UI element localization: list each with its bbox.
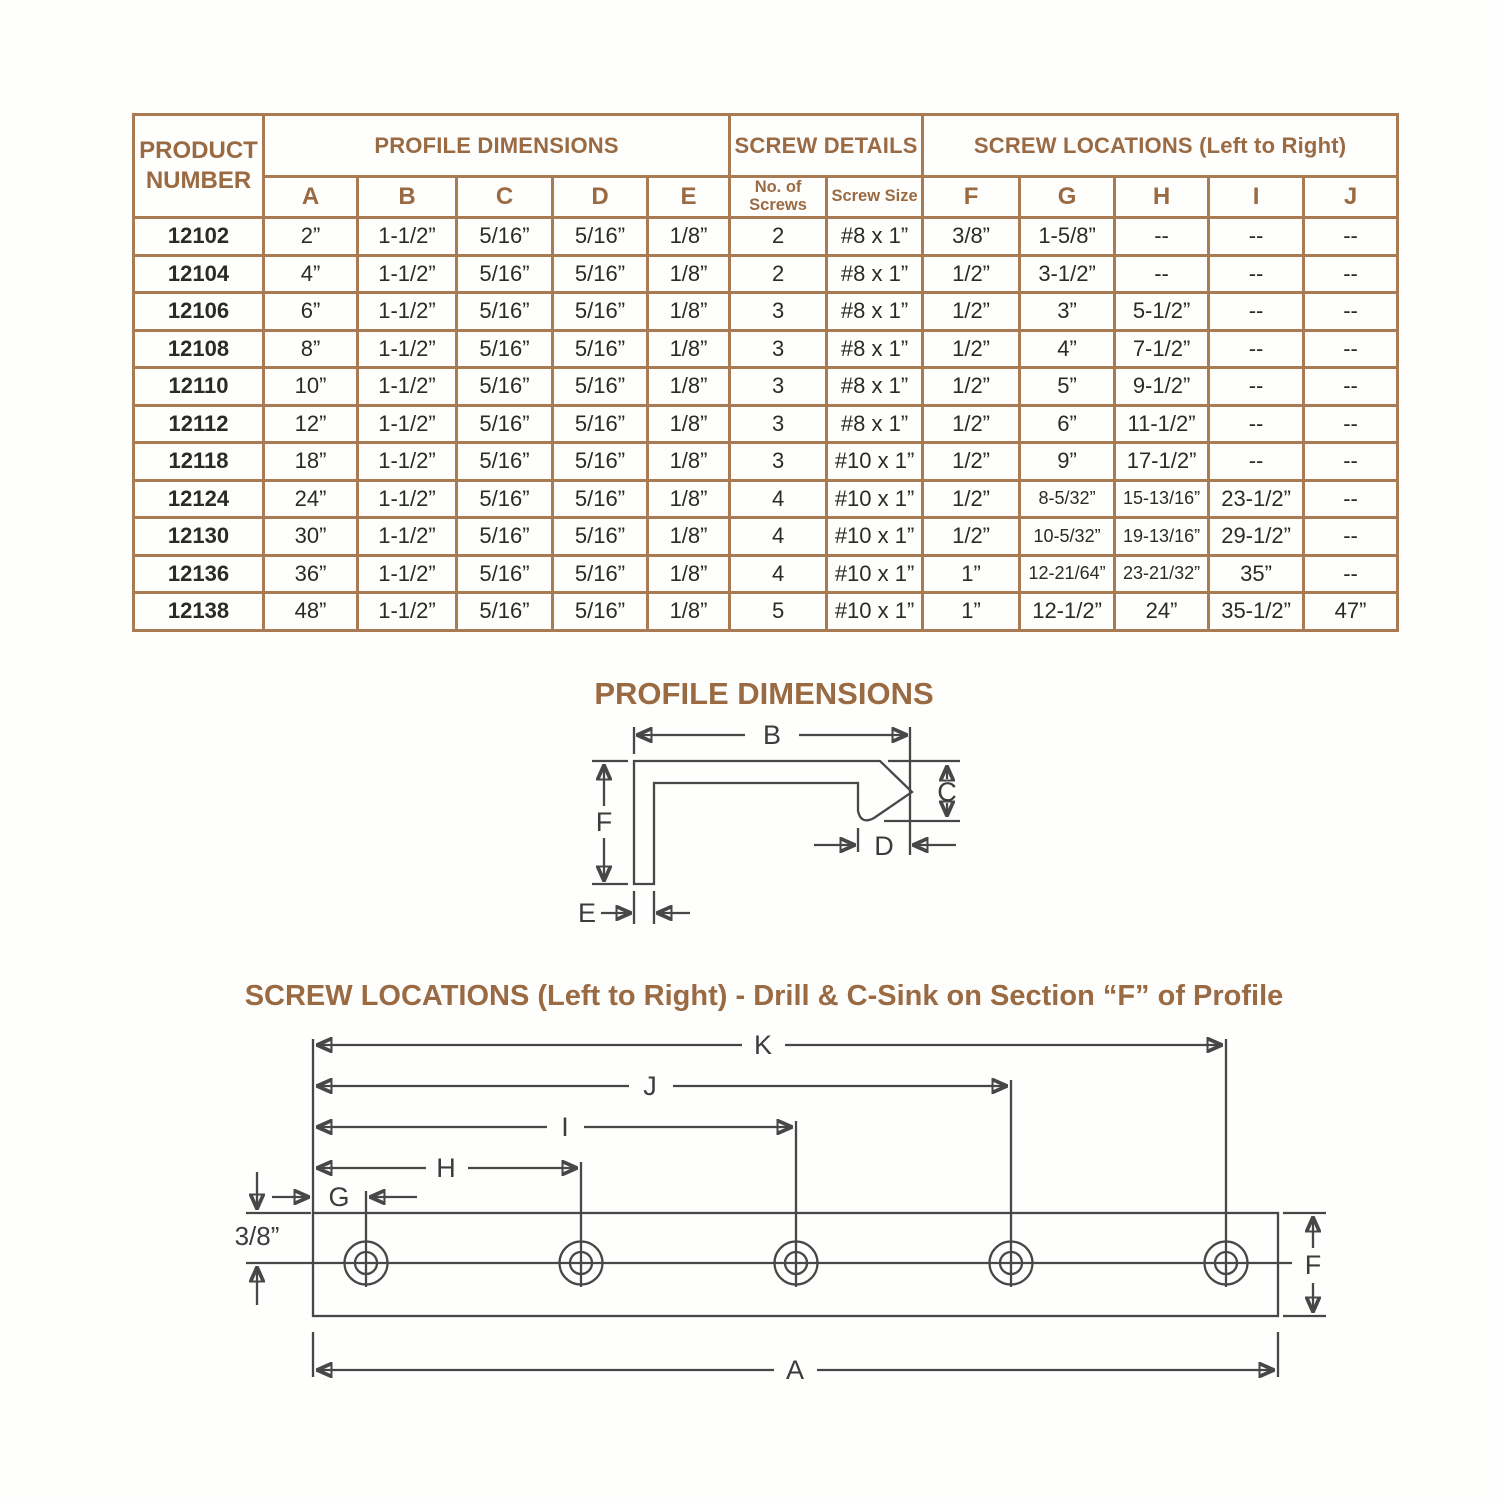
table-row	[134, 293, 1398, 331]
table-cell: 1-1/2”	[358, 480, 457, 518]
table-cell: 6”	[264, 293, 358, 331]
table-cell: 1/2”	[923, 255, 1020, 293]
dimension-h	[317, 1153, 577, 1183]
table-cell: 4”	[264, 255, 358, 293]
table-cell: 1/8”	[648, 555, 730, 593]
table-cell: 6”	[1020, 405, 1115, 443]
table-cell: 10-5/32”	[1020, 518, 1115, 556]
label-i: I	[561, 1112, 569, 1142]
table-cell: 1-1/2”	[358, 368, 457, 406]
label-j: J	[643, 1071, 657, 1101]
table-cell: 24”	[1115, 593, 1209, 631]
table-cell: 5/16”	[457, 368, 553, 406]
table-cell: #10 x 1”	[827, 555, 923, 593]
col-header-screw-size: Screw Size	[827, 177, 923, 218]
table-cell: --	[1304, 443, 1398, 481]
product-number-cell: 12118	[134, 443, 264, 481]
table-cell: 5/16”	[457, 518, 553, 556]
table-cell: 1/8”	[648, 368, 730, 406]
screw-locations-title: SCREW LOCATIONS (Left to Right) - Drill & C-Sink on Section “F” of Profile	[244, 980, 1284, 1012]
table-cell: 1”	[923, 593, 1020, 631]
table-cell: #8 x 1”	[827, 293, 923, 331]
table-cell: 5/16”	[457, 330, 553, 368]
table-cell: --	[1304, 293, 1398, 331]
table-cell: #10 x 1”	[827, 593, 923, 631]
table-cell: --	[1304, 330, 1398, 368]
col-header-d: D	[553, 177, 648, 218]
label-a: A	[785, 1355, 805, 1385]
dimension-g	[272, 1182, 417, 1212]
table-cell: 3	[730, 443, 827, 481]
product-number-cell: 12138	[134, 593, 264, 631]
table-cell: 1-1/2”	[358, 443, 457, 481]
table-cell: 3-1/2”	[1020, 255, 1115, 293]
table-cell: 1/2”	[923, 443, 1020, 481]
col-header-i: I	[1209, 177, 1304, 218]
label-g: G	[328, 1182, 350, 1212]
table-cell: --	[1209, 368, 1304, 406]
table-cell: 5/16”	[553, 405, 648, 443]
table-cell: 1-1/2”	[358, 405, 457, 443]
table-cell: 5/16”	[553, 293, 648, 331]
table-cell: 5-1/2”	[1115, 293, 1209, 331]
group-header-screw-locations: SCREW LOCATIONS (Left to Right)	[923, 115, 1398, 177]
table-cell: 1/8”	[648, 593, 730, 631]
table-cell: 5/16”	[553, 218, 648, 256]
table-cell: --	[1115, 255, 1209, 293]
table-cell: 5/16”	[457, 555, 553, 593]
table-cell: 5/16”	[457, 593, 553, 631]
table-cell: 9”	[1020, 443, 1115, 481]
table-cell: 5/16”	[553, 443, 648, 481]
table-cell: --	[1209, 405, 1304, 443]
table-cell: 2	[730, 218, 827, 256]
table-row	[134, 518, 1398, 556]
dimension-offset	[235, 1172, 311, 1305]
product-number-cell: 12136	[134, 555, 264, 593]
table-row	[134, 405, 1398, 443]
product-number-cell: 12106	[134, 293, 264, 331]
table-cell: 29-1/2”	[1209, 518, 1304, 556]
table-cell: 11-1/2”	[1115, 405, 1209, 443]
product-number-cell: 12110	[134, 368, 264, 406]
table-cell: --	[1209, 255, 1304, 293]
dimension-a	[313, 1332, 1278, 1385]
dimension-b	[634, 720, 910, 855]
table-cell: 1/2”	[923, 405, 1020, 443]
table-cell: --	[1304, 255, 1398, 293]
table-cell: 5/16”	[553, 518, 648, 556]
table-cell: 1/2”	[923, 368, 1020, 406]
col-header-c: C	[457, 177, 553, 218]
table-cell: --	[1304, 368, 1398, 406]
label-c: C	[937, 777, 957, 807]
col-header-a: A	[264, 177, 358, 218]
table-cell: 1/8”	[648, 480, 730, 518]
table-cell: 5	[730, 593, 827, 631]
table-cell: 4	[730, 555, 827, 593]
table-cell: 5/16”	[553, 480, 648, 518]
table-row	[134, 443, 1398, 481]
table-cell: --	[1304, 218, 1398, 256]
table-cell: 1-1/2”	[358, 218, 457, 256]
table-row	[134, 593, 1398, 631]
table-cell: #8 x 1”	[827, 330, 923, 368]
table-cell: 1-5/8”	[1020, 218, 1115, 256]
dimension-c	[884, 761, 960, 821]
table-cell: 12-1/2”	[1020, 593, 1115, 631]
col-header-g: G	[1020, 177, 1115, 218]
table-cell: --	[1304, 480, 1398, 518]
col-header-e: E	[648, 177, 730, 218]
table-row	[134, 218, 1398, 256]
table-cell: 5/16”	[457, 218, 553, 256]
table-cell: 35”	[1209, 555, 1304, 593]
table-cell: 3	[730, 368, 827, 406]
dimension-f-bar	[1283, 1213, 1326, 1316]
dimension-e	[578, 891, 690, 928]
table-cell: 1”	[923, 555, 1020, 593]
table-cell: 3/8”	[923, 218, 1020, 256]
table-cell: 3”	[1020, 293, 1115, 331]
spec-table	[132, 113, 1399, 632]
table-cell: 48”	[264, 593, 358, 631]
table-cell: 4”	[1020, 330, 1115, 368]
table-cell: 1/8”	[648, 293, 730, 331]
table-cell: 5/16”	[553, 255, 648, 293]
table-cell: 18”	[264, 443, 358, 481]
label-k: K	[753, 1030, 773, 1060]
label-b: B	[762, 720, 782, 750]
table-cell: 5/16”	[457, 480, 553, 518]
screw-locations-diagram	[185, 1020, 1360, 1395]
table-cell: 2”	[264, 218, 358, 256]
table-cell: 1-1/2”	[358, 593, 457, 631]
table-cell: 1/2”	[923, 518, 1020, 556]
table-cell: 4	[730, 480, 827, 518]
table-cell: 3	[730, 405, 827, 443]
table-cell: #8 x 1”	[827, 405, 923, 443]
table-cell: 8-5/32”	[1020, 480, 1115, 518]
product-number-cell: 12112	[134, 405, 264, 443]
col-header-h: H	[1115, 177, 1209, 218]
label-d: D	[874, 831, 894, 861]
table-cell: 15-13/16”	[1115, 480, 1209, 518]
table-cell: #8 x 1”	[827, 368, 923, 406]
table-cell: 9-1/2”	[1115, 368, 1209, 406]
table-cell: 5/16”	[457, 293, 553, 331]
table-cell: --	[1115, 218, 1209, 256]
table-cell: 17-1/2”	[1115, 443, 1209, 481]
table-row	[134, 330, 1398, 368]
product-number-header	[134, 115, 264, 218]
table-row	[134, 480, 1398, 518]
group-header-screw-details: SCREW DETAILS	[730, 115, 923, 177]
table-group-header-row	[134, 115, 1398, 177]
product-header-line1: PRODUCT	[139, 137, 258, 164]
table-cell: --	[1304, 518, 1398, 556]
table-row	[134, 555, 1398, 593]
table-cell: --	[1304, 405, 1398, 443]
col-header-b: B	[358, 177, 457, 218]
table-cell: #8 x 1”	[827, 218, 923, 256]
table-cell: 1/2”	[923, 330, 1020, 368]
table-cell: 3	[730, 330, 827, 368]
profile-outline	[634, 761, 912, 884]
table-column-header-row	[134, 177, 1398, 218]
label-h: H	[436, 1153, 456, 1183]
table-cell: 5/16”	[457, 255, 553, 293]
table-cell: #8 x 1”	[827, 255, 923, 293]
table-cell: 2	[730, 255, 827, 293]
table-cell: 4	[730, 518, 827, 556]
table-cell: 10”	[264, 368, 358, 406]
table-cell: #10 x 1”	[827, 480, 923, 518]
product-number-cell: 12104	[134, 255, 264, 293]
table-cell: 1/8”	[648, 405, 730, 443]
profile-dimensions-title: PROFILE DIMENSIONS	[594, 676, 934, 711]
table-cell: 1-1/2”	[358, 255, 457, 293]
col-header-j: J	[1304, 177, 1398, 218]
table-cell: 12”	[264, 405, 358, 443]
table-cell: 5/16”	[457, 405, 553, 443]
table-cell: #10 x 1”	[827, 443, 923, 481]
table-cell: 1/8”	[648, 218, 730, 256]
table-cell: --	[1209, 218, 1304, 256]
table-cell: 47”	[1304, 593, 1398, 631]
table-cell: 1-1/2”	[358, 293, 457, 331]
table-cell: --	[1304, 555, 1398, 593]
table-cell: 5/16”	[553, 330, 648, 368]
table-row	[134, 255, 1398, 293]
table-cell: --	[1209, 293, 1304, 331]
table-cell: 24”	[264, 480, 358, 518]
label-e: E	[577, 898, 596, 928]
product-number-cell: 12130	[134, 518, 264, 556]
table-cell: 5/16”	[553, 368, 648, 406]
product-number-cell: 12124	[134, 480, 264, 518]
col-header-no-of-screws: No. of Screws	[730, 177, 827, 218]
table-cell: 1/8”	[648, 330, 730, 368]
product-header-line2: NUMBER	[145, 167, 252, 194]
col-header-f: F	[923, 177, 1020, 218]
table-cell: 19-13/16”	[1115, 518, 1209, 556]
table-cell: 5/16”	[457, 443, 553, 481]
group-header-profile-dimensions: PROFILE DIMENSIONS	[264, 115, 730, 177]
table-cell: 1/8”	[648, 518, 730, 556]
table-cell: 12-21/64”	[1020, 555, 1115, 593]
dimension-j	[317, 1071, 1007, 1101]
dimension-f	[592, 761, 628, 884]
table-body	[134, 218, 1398, 631]
label-f-bar: F	[1304, 1250, 1322, 1280]
dimension-i	[317, 1112, 792, 1142]
table-row	[134, 368, 1398, 406]
label-f: F	[595, 807, 613, 837]
table-cell: 1/8”	[648, 255, 730, 293]
table-cell: 8”	[264, 330, 358, 368]
table-cell: 1/8”	[648, 443, 730, 481]
product-number-cell: 12102	[134, 218, 264, 256]
table-cell: 7-1/2”	[1115, 330, 1209, 368]
profile-diagram	[540, 715, 1260, 940]
table-cell: 3	[730, 293, 827, 331]
table-cell: 23-21/32”	[1115, 555, 1209, 593]
table-cell: 30”	[264, 518, 358, 556]
table-cell: 5/16”	[553, 555, 648, 593]
table-cell: 1-1/2”	[358, 555, 457, 593]
table-cell: 35-1/2”	[1209, 593, 1304, 631]
label-offset: 3/8”	[234, 1221, 280, 1251]
table-cell: 1/2”	[923, 293, 1020, 331]
dimension-d	[814, 828, 956, 861]
table-cell: --	[1209, 330, 1304, 368]
table-cell: --	[1209, 443, 1304, 481]
table-cell: 36”	[264, 555, 358, 593]
table-cell: 23-1/2”	[1209, 480, 1304, 518]
product-number-cell: 12108	[134, 330, 264, 368]
dimension-k	[317, 1030, 1222, 1060]
table-cell: 5”	[1020, 368, 1115, 406]
table-cell: 5/16”	[553, 593, 648, 631]
table-cell: 1-1/2”	[358, 330, 457, 368]
table-cell: #10 x 1”	[827, 518, 923, 556]
table-cell: 1/2”	[923, 480, 1020, 518]
table-cell: 1-1/2”	[358, 518, 457, 556]
